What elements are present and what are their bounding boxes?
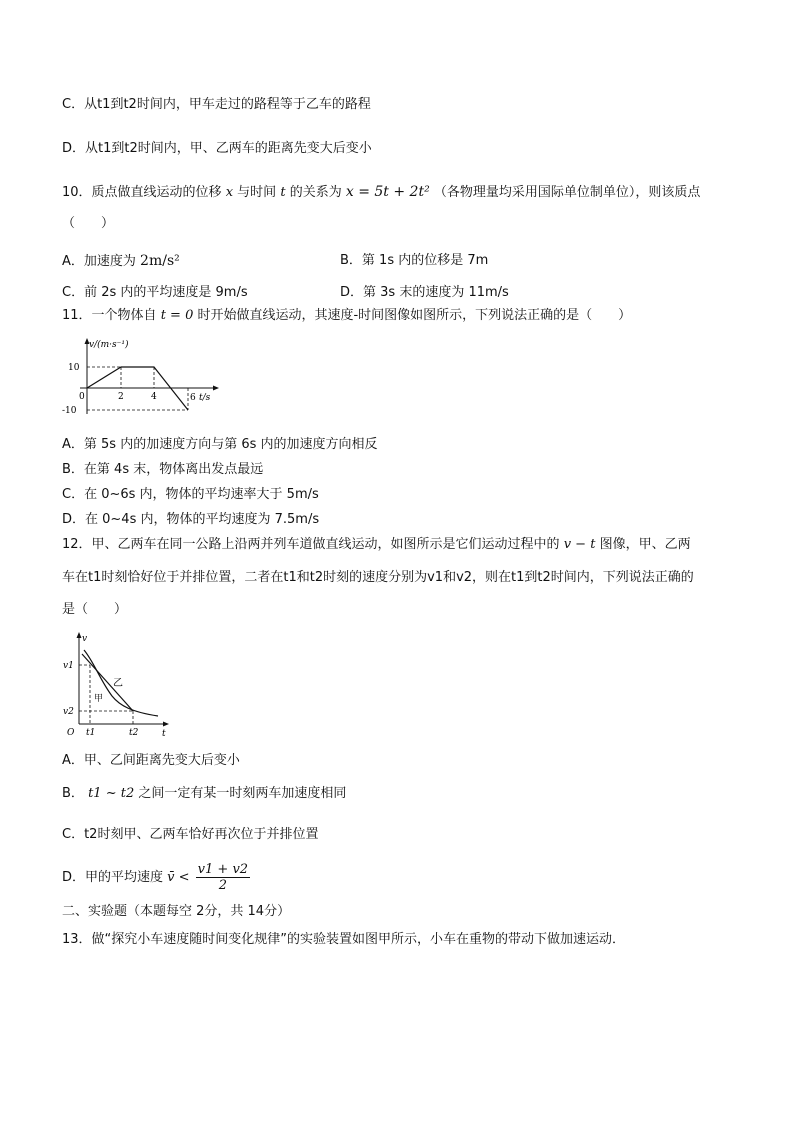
q12-option-b: B． t1 ~ t2 之间一定有某一时刻两车加速度相同 bbox=[62, 786, 347, 801]
q12-label-v2: v2 bbox=[63, 707, 74, 717]
q11-ytick-10: 10 bbox=[68, 363, 80, 373]
q12-vt-graph bbox=[62, 630, 174, 740]
q10-option-d: D．第 3s 末的速度为 11m/s bbox=[340, 285, 509, 300]
q11-option-d: D．在 0~4s 内，物体的平均速度为 7.5m/s bbox=[62, 512, 320, 527]
q12-option-c: C．t2时刻甲、乙两车恰好再次位于并排位置 bbox=[62, 827, 319, 842]
q11-stem: 11．一个物体自 t = 0 时开始做直线运动，其速度-时间图像如图所示，下列说法正确的是（ ） bbox=[62, 308, 632, 323]
q11-vt-graph bbox=[62, 336, 222, 422]
q11-x-arrow bbox=[213, 386, 219, 391]
q11-origin: 0 bbox=[79, 392, 85, 402]
q12-origin: O bbox=[67, 728, 75, 738]
q12-option-d: D．甲的平均速度 v̄ < $\frac{v1 + v2}{2}$ bbox=[62, 862, 249, 893]
q12-fraction: $\frac{v1 + v2}{2}$ bbox=[197, 862, 249, 893]
q12-option-a: A．甲、乙间距离先变大后变小 bbox=[62, 753, 240, 768]
q13-stem: 13．做“探究小车速度随时间变化规律”的实验装置如图甲所示，小车在重物的带动下做加速运动． bbox=[62, 932, 626, 947]
q11-option-a: A．第 5s 内的加速度方向与第 6s 内的加速度方向相反 bbox=[62, 437, 378, 452]
q10-option-c: C．前 2s 内的平均速度是 9m/s bbox=[62, 285, 248, 300]
q12-x-label: t bbox=[162, 729, 166, 739]
q12-label-jia: 甲 bbox=[94, 694, 104, 704]
q12-label-yi: 乙 bbox=[113, 678, 123, 689]
q11-option-b: B．在第 4s 末，物体离出发点最远 bbox=[62, 462, 264, 477]
q12-stem-line1: 12．甲、乙两车在同一公路上沿两并列车道做直线运动，如图所示是它们运动过程中的 v − t 图像，甲、乙两 bbox=[62, 537, 691, 552]
q11-xtick-2: 2 bbox=[118, 392, 124, 402]
q11-xtick-6: 6 bbox=[190, 393, 196, 403]
q10-answer-paren: （ ） bbox=[62, 216, 115, 231]
q12-y-label: v bbox=[82, 634, 88, 644]
q10-option-b: B．第 1s 内的位移是 7m bbox=[340, 253, 489, 268]
q12-label-t2: t2 bbox=[129, 728, 139, 738]
q11-x-label: t/s bbox=[199, 393, 211, 403]
q11-xtick-4: 4 bbox=[151, 392, 157, 402]
section2-heading: 二、实验题（本题每空 2分，共 14分） bbox=[62, 904, 291, 919]
q10-var-t: t bbox=[280, 185, 286, 200]
q10-option-a: A．加速度为 2m/s² bbox=[62, 253, 180, 269]
q9-option-c: C．从t1到t2时间内，甲车走过的路程等于乙车的路程 bbox=[62, 97, 371, 112]
q11-ytick-neg10: -10 bbox=[62, 406, 77, 416]
q9-option-d: D．从t1到t2时间内，甲、乙两车的距离先变大后变小 bbox=[62, 141, 372, 156]
q12-x-arrow bbox=[163, 722, 169, 727]
q10-var-x: x bbox=[225, 185, 234, 200]
q11-y-label: v/(m·s⁻¹) bbox=[89, 340, 129, 350]
q10-stem: 10．质点做直线运动的位移 x 与时间 t 的关系为 x = 5t + 2t² （各物理量均采用国际单位制单位），则该质点 bbox=[62, 184, 701, 200]
q12-label-v1: v1 bbox=[63, 661, 74, 671]
q10-formula: x = 5t + 2t² bbox=[345, 184, 430, 200]
q11-option-c: C．在 0~6s 内，物体的平均速率大于 5m/s bbox=[62, 487, 319, 502]
q12-y-arrow bbox=[77, 632, 82, 638]
q12-stem-line2: 车在t1时刻恰好位于并排位置，二者在t1和t2时刻的速度分别为v1和v2，则在t1到t2时间内，下列说法正确的 bbox=[62, 570, 694, 585]
q12-stem-line3: 是（ ） bbox=[62, 602, 128, 617]
q12-label-t1: t1 bbox=[86, 728, 96, 738]
